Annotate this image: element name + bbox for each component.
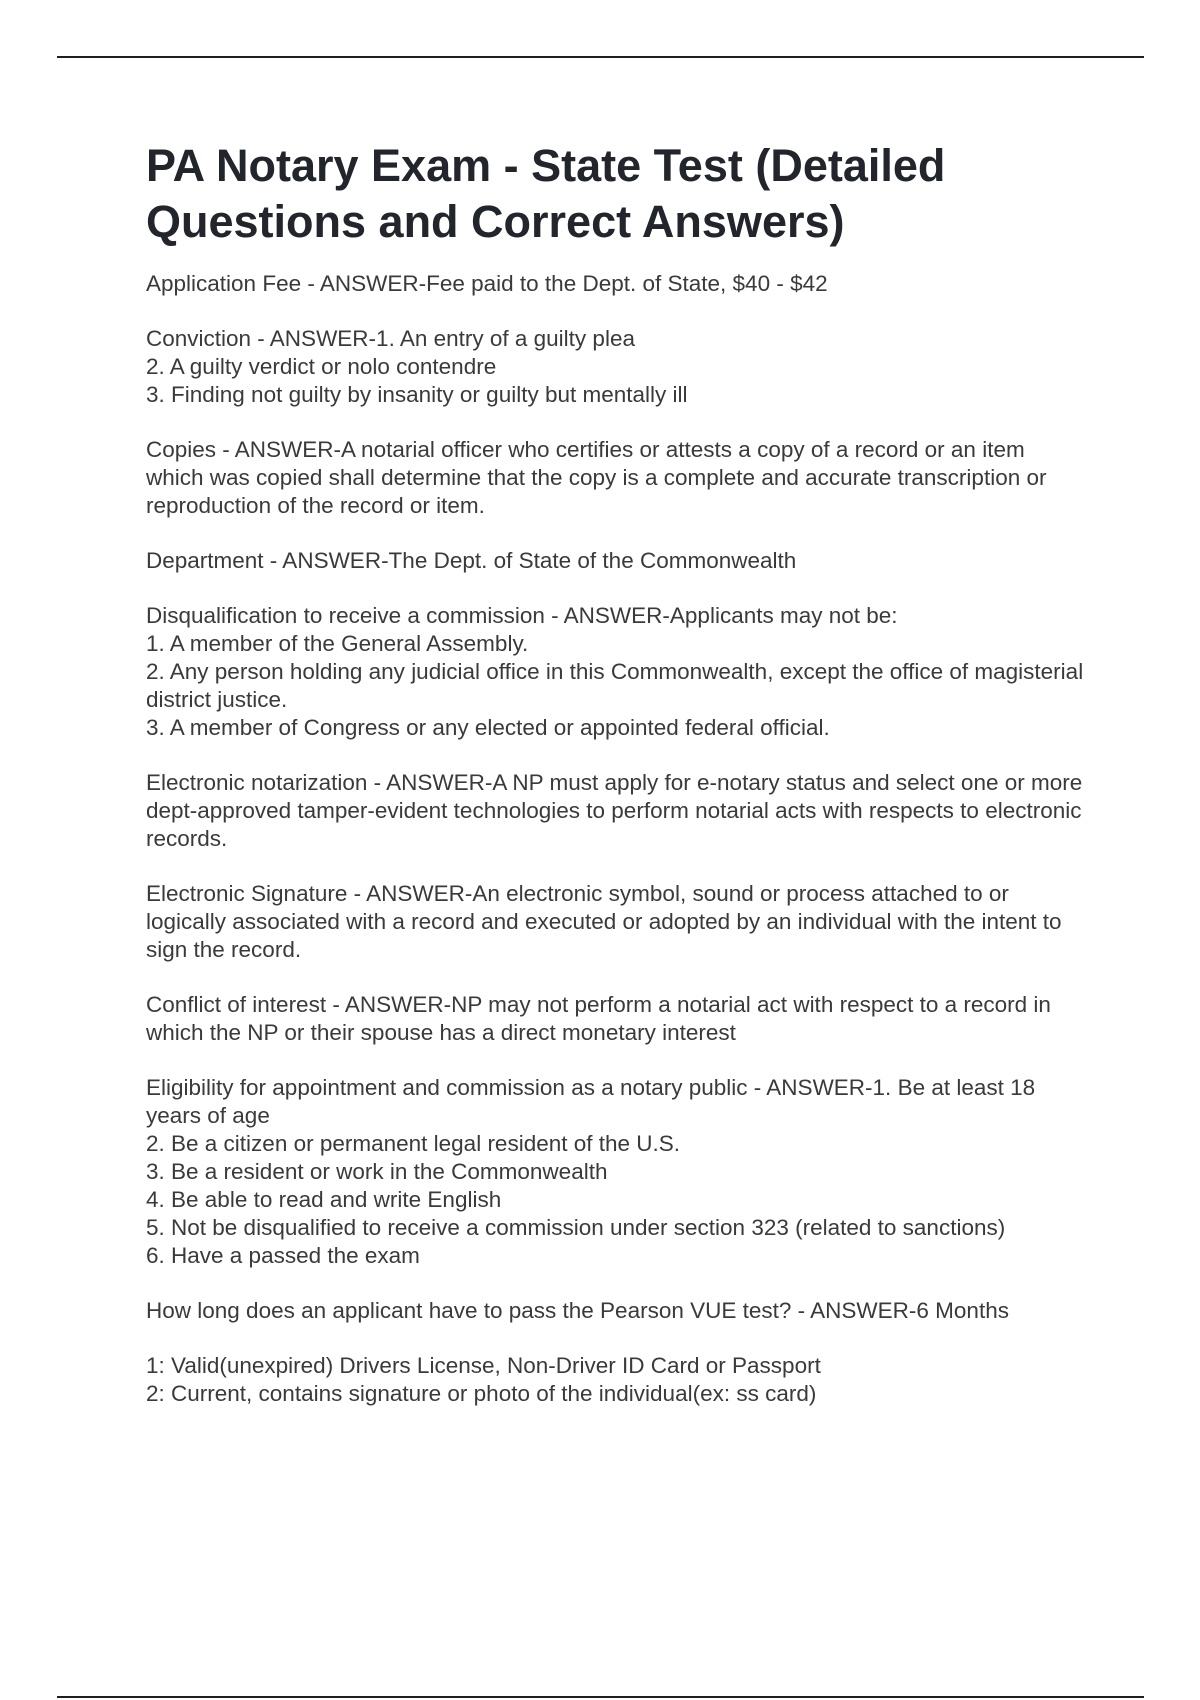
entry-line: 1. A member of the General Assembly. — [146, 631, 529, 656]
qa-entry — [146, 270, 1086, 298]
entry-line: How long does an applicant have to pass the Pearson VUE test? - ANSWER-6 Months — [146, 1298, 1009, 1323]
entry-line: 2. Be a citizen or permanent legal resident of the U.S. — [146, 1131, 681, 1156]
entry-line: Electronic notarization - ANSWER-A NP must apply for e-notary status and select one or more dept-approved tamper-evident technologies to perform notarial acts with respects to electronic records. — [146, 770, 1083, 851]
entry-line: 6. Have a passed the exam — [146, 1243, 420, 1268]
document-title: PA Notary Exam - State Test (Detailed Questions and Correct Answers) — [146, 140, 946, 247]
entry-line: 4. Be able to read and write English — [146, 1187, 502, 1212]
entry-line: 2. A guilty verdict or nolo contendre — [146, 354, 497, 379]
entry-line: Disqualification to receive a commission - ANSWER-Applicants may not be: — [146, 603, 898, 628]
top-divider — [57, 56, 1144, 58]
document-body — [146, 138, 1086, 1435]
qa-entry — [146, 769, 1086, 853]
entry-line: 3. Finding not guilty by insanity or guilty but mentally ill — [146, 382, 688, 407]
entry-line: Application Fee - ANSWER-Fee paid to the Dept. of State, $40 - $42 — [146, 271, 828, 296]
entry-line: 2. Any person holding any judicial office in this Commonwealth, except the office of magisterial district justice. — [146, 659, 1084, 712]
qa-entry — [146, 1352, 1086, 1408]
entry-line: Copies - ANSWER-A notarial officer who certifies or attests a copy of a record or an item which was copied shall determine that the copy is a complete and accurate transcription or reproduction of the record or item. — [146, 437, 1047, 518]
entry-line: Electronic Signature - ANSWER-An electronic symbol, sound or process attached to or logically associated with a record and executed or adopted by an individual with the intent to sign the record. — [146, 881, 1062, 962]
qa-entry — [146, 547, 1086, 575]
qa-entry — [146, 325, 1086, 409]
qa-entry — [146, 436, 1086, 520]
entry-line: 1: Valid(unexpired) Drivers License, Non-Driver ID Card or Passport — [146, 1353, 821, 1378]
entry-line: Department - ANSWER-The Dept. of State of the Commonwealth — [146, 548, 797, 573]
entry-line: Conviction - ANSWER-1. An entry of a guilty plea — [146, 326, 635, 351]
entry-line: 2: Current, contains signature or photo of the individual(ex: ss card) — [146, 1381, 817, 1406]
entry-line: Eligibility for appointment and commission as a notary public - ANSWER-1. Be at least 18 years of age — [146, 1075, 1036, 1128]
entries-list — [146, 270, 1086, 1408]
entry-line: Conflict of interest - ANSWER-NP may not perform a notarial act with respect to a record in which the NP or their spouse has a direct monetary interest — [146, 992, 1051, 1045]
qa-entry — [146, 602, 1086, 742]
entry-line: 3. Be a resident or work in the Commonwealth — [146, 1159, 608, 1184]
qa-entry — [146, 991, 1086, 1047]
entry-line: 3. A member of Congress or any elected or appointed federal official. — [146, 715, 830, 740]
qa-entry — [146, 880, 1086, 964]
entry-line: 5. Not be disqualified to receive a commission under section 323 (related to sanctions) — [146, 1215, 1006, 1240]
bottom-divider — [57, 1696, 1144, 1698]
qa-entry — [146, 1074, 1086, 1270]
qa-entry — [146, 1297, 1086, 1325]
